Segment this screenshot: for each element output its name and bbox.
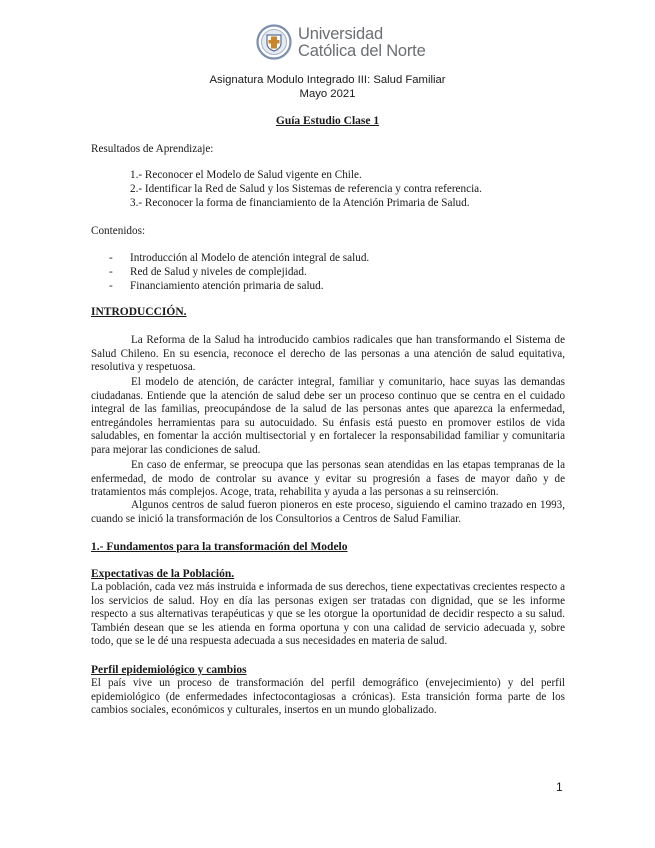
expectations-paragraph: La población, cada vez más instruida e informada de sus derechos, tiene expectativas crecientes respecto a los servicios de salud. Hoy en día las personas exigen ser tratadas con dignidad, que se les informe respecto a sus alternativas terapéuticas y que se les otorgue la oportunidad de decidir respecto a su salud. También desean que se les atienda en forma oportuna y con una calidad de servicio adecuada y, sobre todo, que se le dé una respuesta adecuada a sus necesidades en materia de salud. [91, 581, 565, 648]
subsection-heading: Perfil epidemiológico y cambios [91, 664, 247, 676]
page-number: 1 [556, 780, 563, 794]
contents-item: Introducción al Modelo de atención integral de salud. [130, 252, 370, 264]
contents-label: Contenidos: [91, 225, 146, 237]
learning-outcome-item: 3.- Reconocer la forma de financiamiento de la Atención Primaria de Salud. [130, 197, 470, 209]
bullet-dash: - [109, 266, 113, 278]
section-heading: 1.- Fundamentos para la transformación del Modelo [91, 541, 348, 553]
intro-paragraph: La Reforma de la Salud ha introducido cambios radicales que han transformando el Sistema de Salud Chileno. En su esencia, reconoce el derecho de las personas a una atención de salud equitativa, resolutiva y respetuosa. [91, 334, 565, 374]
university-name [298, 26, 426, 60]
page-title: Guía Estudio Clase 1 [275, 115, 380, 127]
date-header: Mayo 2021 [299, 88, 356, 100]
bullet-dash: - [109, 252, 113, 264]
intro-paragraph: En caso de enfermar, se preocupa que las personas sean atendidas en las etapas tempranas de la enfermedad, de modo de controlar su avance y evitar su progresión a fases de mayor daño y de tratamientos más complejos. Acoge, trata, rehabilita y ayuda a las personas a su reinserción. [91, 459, 565, 499]
university-seal-icon [256, 24, 292, 60]
learning-outcomes-label: Resultados de Aprendizaje: [91, 143, 214, 155]
contents-item: Financiamiento atención primaria de salud. [130, 280, 324, 292]
intro-heading: INTRODUCCIÓN. [91, 306, 187, 318]
epidemiology-paragraph: El país vive un proceso de transformación del perfil demográfico (envejecimiento) y del perfil epidemiológico (de enfermedades infectocontagiosas a crónicas). Esta transición forma parte de los cambios sociales, económicos y culturales, insertos en un mundo globalizado. [91, 677, 565, 717]
logo-line-1: Universidad [298, 25, 383, 43]
subsection-heading: Expectativas de la Población. [91, 568, 235, 580]
university-logo [256, 24, 426, 64]
subject-header: Asignatura Modulo Integrado III: Salud Familiar [209, 74, 446, 86]
contents-item: Red de Salud y niveles de complejidad. [130, 266, 307, 278]
logo-line-2: Católica del Norte [298, 42, 426, 60]
learning-outcome-item: 2.- Identificar la Red de Salud y los Sistemas de referencia y contra referencia. [130, 183, 482, 195]
intro-paragraph: Algunos centros de salud fueron pioneros en este proceso, siguiendo el camino trazado en 1993, cuando se inició la transformación de los Consultorios a Centros de Salud Familiar. [91, 499, 565, 525]
learning-outcome-item: 1.- Reconocer el Modelo de Salud vigente en Chile. [130, 169, 362, 181]
intro-paragraph: El modelo de atención, de carácter integral, familiar y comunitario, hace suyas las demandas ciudadanas. Entiende que la atención de salud debe ser un proceso continuo que se centra en el cuidado integral de las familias, preocupándose de la salud de las personas antes que aparezca la enfermedad, entregándoles herramientas para su autocuidado. Su énfasis está puesto en promover estilos de vida saludables, en fomentar la acción multisectorial y en fortalecer la responsabilidad familiar y comunitaria para mejorar las condiciones de salud. [91, 376, 565, 456]
bullet-dash: - [109, 280, 113, 292]
